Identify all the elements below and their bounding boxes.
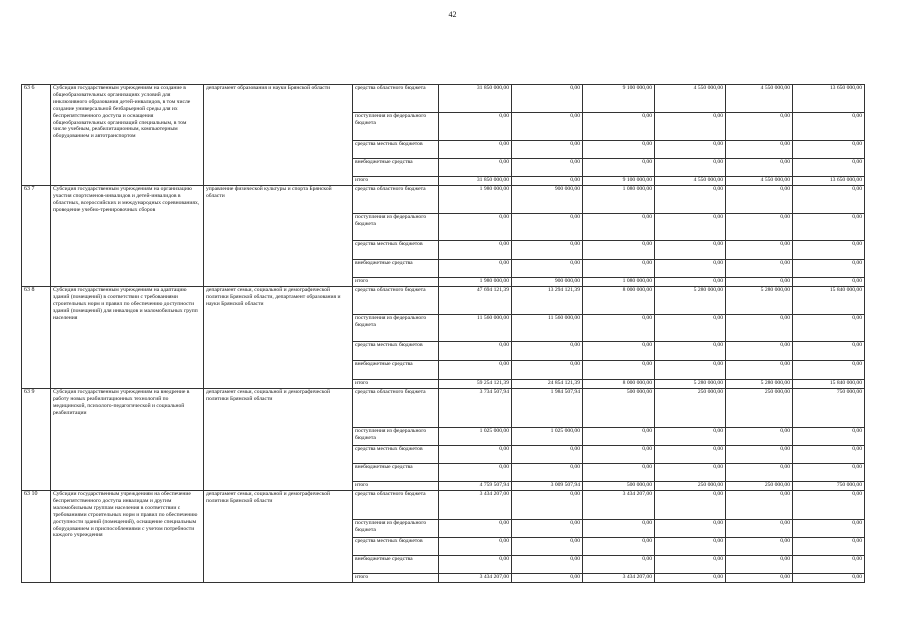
funding-source: средства местных бюджетов bbox=[353, 538, 439, 556]
amount-cell: 500 000,00 bbox=[583, 389, 655, 428]
amount-cell: 1 980 000,00 bbox=[439, 278, 512, 287]
table-row bbox=[22, 85, 865, 113]
amount-cell: 0,00 bbox=[512, 491, 583, 520]
funding-source: внебюджетные средства bbox=[353, 159, 439, 177]
budget-table bbox=[21, 84, 865, 583]
amount-cell: 0,00 bbox=[793, 186, 865, 214]
amount-cell: 5 280 000,00 bbox=[655, 287, 726, 315]
amount-cell: 0,00 bbox=[655, 428, 726, 446]
funding-source: внебюджетные средства bbox=[353, 464, 439, 482]
amount-cell: 0,00 bbox=[726, 141, 793, 159]
amount-cell: 0,00 bbox=[726, 428, 793, 446]
amount-cell: 8 000 000,00 bbox=[583, 380, 655, 389]
amount-cell: 0,00 bbox=[583, 520, 655, 538]
amount-cell: 0,00 bbox=[583, 214, 655, 241]
amount-cell: 13 650 000,00 bbox=[793, 85, 865, 113]
amount-cell: 4 550 000,00 bbox=[655, 85, 726, 113]
funding-source: средства местных бюджетов bbox=[353, 342, 439, 361]
amount-cell: 900 000,00 bbox=[512, 278, 583, 287]
amount-cell: 0,00 bbox=[655, 278, 726, 287]
amount-cell: 0,00 bbox=[793, 278, 865, 287]
amount-cell: 0,00 bbox=[655, 241, 726, 260]
funding-source: поступления из федерального бюджета bbox=[353, 428, 439, 446]
amount-cell: 0,00 bbox=[793, 428, 865, 446]
amount-cell: 4 550 000,00 bbox=[726, 177, 793, 186]
amount-cell: 3 009 507,94 bbox=[512, 482, 583, 491]
table-row bbox=[22, 389, 865, 428]
funding-source: итого bbox=[353, 177, 439, 186]
amount-cell: 0,00 bbox=[512, 241, 583, 260]
amount-cell: 900 000,00 bbox=[512, 186, 583, 214]
amount-cell: 0,00 bbox=[726, 186, 793, 214]
funding-source: внебюджетные средства bbox=[353, 361, 439, 380]
amount-cell: 5 280 000,00 bbox=[726, 380, 793, 389]
amount-cell: 0,00 bbox=[655, 260, 726, 278]
amount-cell: 0,00 bbox=[793, 361, 865, 380]
amount-cell: 0,00 bbox=[793, 260, 865, 278]
amount-cell: 9 100 000,00 bbox=[583, 177, 655, 186]
amount-cell: 0,00 bbox=[583, 538, 655, 556]
amount-cell: 0,00 bbox=[512, 556, 583, 574]
amount-cell: 0,00 bbox=[655, 342, 726, 361]
amount-cell: 59 254 121,39 bbox=[439, 380, 512, 389]
amount-cell: 0,00 bbox=[655, 538, 726, 556]
amount-cell: 0,00 bbox=[726, 574, 793, 583]
amount-cell: 250 000,00 bbox=[726, 389, 793, 428]
funding-source: средства местных бюджетов bbox=[353, 241, 439, 260]
amount-cell: 0,00 bbox=[793, 141, 865, 159]
measure-description: Субсидия государственным учреждениям на внедрение в работу новых реабилитационных технологий по медицинской, психолого-педагогической и социальной реабилитации bbox=[51, 389, 204, 491]
amount-cell: 3 434 207,00 bbox=[439, 491, 512, 520]
amount-cell: 0,00 bbox=[439, 464, 512, 482]
amount-cell: 0,00 bbox=[583, 464, 655, 482]
amount-cell: 0,00 bbox=[726, 464, 793, 482]
amount-cell: 0,00 bbox=[512, 85, 583, 113]
funding-source: итого bbox=[353, 482, 439, 491]
responsible-executor: управление физической культуры и спорта Брянской области bbox=[204, 186, 353, 287]
amount-cell: 0,00 bbox=[583, 342, 655, 361]
amount-cell: 0,00 bbox=[726, 520, 793, 538]
amount-cell: 0,00 bbox=[512, 446, 583, 464]
amount-cell: 0,00 bbox=[512, 177, 583, 186]
amount-cell: 1 984 507,94 bbox=[512, 389, 583, 428]
funding-source: поступления из федерального бюджета bbox=[353, 520, 439, 538]
row-code: 63 8 bbox=[22, 287, 51, 389]
amount-cell: 0,00 bbox=[793, 464, 865, 482]
amount-cell: 0,00 bbox=[512, 464, 583, 482]
amount-cell: 24 854 121,39 bbox=[512, 380, 583, 389]
funding-source: поступления из федерального бюджета bbox=[353, 315, 439, 342]
table-row bbox=[22, 186, 865, 214]
funding-source: поступления из федерального бюджета bbox=[353, 113, 439, 141]
amount-cell: 0,00 bbox=[726, 214, 793, 241]
responsible-executor: департамент образования и науки Брянской области bbox=[204, 85, 353, 186]
amount-cell: 0,00 bbox=[583, 315, 655, 342]
funding-source: внебюджетные средства bbox=[353, 260, 439, 278]
responsible-executor: департамент семьи, социальной и демографической политики Брянской области, департамент образования и науки Брянской области bbox=[204, 287, 353, 389]
amount-cell: 3 434 207,00 bbox=[583, 574, 655, 583]
amount-cell: 3 734 507,94 bbox=[439, 389, 512, 428]
amount-cell: 0,00 bbox=[655, 574, 726, 583]
amount-cell: 1 025 000,00 bbox=[439, 428, 512, 446]
amount-cell: 0,00 bbox=[793, 113, 865, 141]
amount-cell: 0,00 bbox=[726, 491, 793, 520]
amount-cell: 0,00 bbox=[655, 556, 726, 574]
page-number: 42 bbox=[448, 10, 457, 19]
amount-cell: 0,00 bbox=[726, 342, 793, 361]
amount-cell: 0,00 bbox=[583, 141, 655, 159]
amount-cell: 0,00 bbox=[655, 491, 726, 520]
funding-source: внебюджетные средства bbox=[353, 556, 439, 574]
funding-source: средства областного бюджета bbox=[353, 186, 439, 214]
row-code: 63 7 bbox=[22, 186, 51, 287]
amount-cell: 0,00 bbox=[439, 538, 512, 556]
table-row bbox=[22, 287, 865, 315]
amount-cell: 0,00 bbox=[793, 538, 865, 556]
amount-cell: 1 080 000,00 bbox=[583, 278, 655, 287]
funding-source: поступления из федерального бюджета bbox=[353, 214, 439, 241]
amount-cell: 1 980 000,00 bbox=[439, 186, 512, 214]
amount-cell: 0,00 bbox=[439, 446, 512, 464]
amount-cell: 0,00 bbox=[726, 241, 793, 260]
amount-cell: 0,00 bbox=[439, 113, 512, 141]
amount-cell: 0,00 bbox=[583, 428, 655, 446]
amount-cell: 4 550 000,00 bbox=[726, 85, 793, 113]
amount-cell: 4 550 000,00 bbox=[655, 177, 726, 186]
amount-cell: 0,00 bbox=[726, 278, 793, 287]
amount-cell: 0,00 bbox=[439, 556, 512, 574]
amount-cell: 0,00 bbox=[726, 113, 793, 141]
funding-source: средства местных бюджетов bbox=[353, 141, 439, 159]
amount-cell: 0,00 bbox=[512, 141, 583, 159]
amount-cell: 0,00 bbox=[655, 315, 726, 342]
amount-cell: 0,00 bbox=[439, 241, 512, 260]
amount-cell: 0,00 bbox=[655, 464, 726, 482]
amount-cell: 0,00 bbox=[726, 538, 793, 556]
amount-cell: 0,00 bbox=[655, 214, 726, 241]
amount-cell: 0,00 bbox=[439, 214, 512, 241]
amount-cell: 0,00 bbox=[655, 446, 726, 464]
amount-cell: 1 025 000,00 bbox=[512, 428, 583, 446]
amount-cell: 0,00 bbox=[726, 361, 793, 380]
amount-cell: 250 000,00 bbox=[655, 389, 726, 428]
amount-cell: 9 100 000,00 bbox=[583, 85, 655, 113]
amount-cell: 5 280 000,00 bbox=[726, 287, 793, 315]
amount-cell: 250 000,00 bbox=[726, 482, 793, 491]
amount-cell: 0,00 bbox=[583, 159, 655, 177]
amount-cell: 0,00 bbox=[726, 260, 793, 278]
measure-description: Субсидия государственным учреждениям на создание в общеобразовательных организациях условий для инклюзивного образования детей-инвалидов, в том числе создание универсальной безбарьерной среды для их беспрепятственного доступа и оснащения общеобразовательных организаций специальным, в том числе учебным, реабилитационным, компьютерным оборудованием и автотранспортом bbox=[51, 85, 204, 186]
amount-cell: 0,00 bbox=[439, 141, 512, 159]
amount-cell: 250 000,00 bbox=[655, 482, 726, 491]
amount-cell: 13 294 121,39 bbox=[512, 287, 583, 315]
amount-cell: 0,00 bbox=[439, 361, 512, 380]
amount-cell: 0,00 bbox=[439, 159, 512, 177]
amount-cell: 0,00 bbox=[583, 241, 655, 260]
amount-cell: 0,00 bbox=[793, 241, 865, 260]
amount-cell: 0,00 bbox=[583, 113, 655, 141]
funding-source: итого bbox=[353, 380, 439, 389]
amount-cell: 0,00 bbox=[793, 159, 865, 177]
amount-cell: 750 000,00 bbox=[793, 482, 865, 491]
amount-cell: 0,00 bbox=[793, 574, 865, 583]
amount-cell: 0,00 bbox=[512, 214, 583, 241]
amount-cell: 0,00 bbox=[726, 446, 793, 464]
row-code: 63 10 bbox=[22, 491, 51, 583]
amount-cell: 0,00 bbox=[793, 520, 865, 538]
amount-cell: 3 434 207,00 bbox=[439, 574, 512, 583]
table-row bbox=[22, 491, 865, 520]
amount-cell: 0,00 bbox=[655, 141, 726, 159]
amount-cell: 0,00 bbox=[655, 113, 726, 141]
amount-cell: 0,00 bbox=[439, 520, 512, 538]
amount-cell: 5 280 000,00 bbox=[655, 380, 726, 389]
amount-cell: 0,00 bbox=[583, 361, 655, 380]
row-code: 63 9 bbox=[22, 389, 51, 491]
amount-cell: 0,00 bbox=[793, 446, 865, 464]
amount-cell: 0,00 bbox=[439, 342, 512, 361]
amount-cell: 0,00 bbox=[512, 260, 583, 278]
amount-cell: 15 840 000,00 bbox=[793, 380, 865, 389]
amount-cell: 0,00 bbox=[512, 159, 583, 177]
funding-source: средства областного бюджета bbox=[353, 287, 439, 315]
amount-cell: 0,00 bbox=[793, 342, 865, 361]
amount-cell: 0,00 bbox=[583, 556, 655, 574]
amount-cell: 0,00 bbox=[512, 574, 583, 583]
amount-cell: 0,00 bbox=[793, 556, 865, 574]
amount-cell: 8 000 000,00 bbox=[583, 287, 655, 315]
amount-cell: 4 759 507,94 bbox=[439, 482, 512, 491]
amount-cell: 0,00 bbox=[655, 520, 726, 538]
amount-cell: 0,00 bbox=[512, 538, 583, 556]
amount-cell: 11 560 000,00 bbox=[512, 315, 583, 342]
amount-cell: 500 000,00 bbox=[583, 482, 655, 491]
funding-source: итого bbox=[353, 278, 439, 287]
amount-cell: 31 850 000,00 bbox=[439, 177, 512, 186]
amount-cell: 0,00 bbox=[583, 260, 655, 278]
amount-cell: 0,00 bbox=[583, 446, 655, 464]
row-code: 63 6 bbox=[22, 85, 51, 186]
amount-cell: 0,00 bbox=[512, 113, 583, 141]
measure-description: Субсидия государственным учреждениям на организацию участия спортсменов-инвалидов и детей-инвалидов в областных, всероссийских и международных соревнованиях, проведение учебно-тренировочных сборов bbox=[51, 186, 204, 287]
measure-description: Субсидии государственным учреждениям на обеспечение беспрепятственного доступа инвалидам и другим маломобильным группам населения в соответствии с требованиями строительных норм и правил по обеспечению доступности зданий (помещений), оснащение специальным оборудованием и приспособлениями с учетом потребности каждого учреждения bbox=[51, 491, 204, 583]
amount-cell: 0,00 bbox=[726, 315, 793, 342]
responsible-executor: департамент семьи, социальной и демографической политики Брянской области bbox=[204, 389, 353, 491]
measure-description: Субсидия государственным учреждениям на адаптацию зданий (помещений) в соответствии с требованиями строительных норм и правил по обеспечению доступности зданий (помещений) для инвалидов и маломобильных групп населения bbox=[51, 287, 204, 389]
amount-cell: 1 080 000,00 bbox=[583, 186, 655, 214]
responsible-executor: департамент семьи, социальной и демографической политики Брянской области bbox=[204, 491, 353, 583]
amount-cell: 0,00 bbox=[793, 214, 865, 241]
funding-source: средства местных бюджетов bbox=[353, 446, 439, 464]
amount-cell: 0,00 bbox=[655, 361, 726, 380]
funding-source: средства областного бюджета bbox=[353, 85, 439, 113]
amount-cell: 47 694 121,39 bbox=[439, 287, 512, 315]
funding-source: средства областного бюджета bbox=[353, 389, 439, 428]
amount-cell: 0,00 bbox=[512, 342, 583, 361]
amount-cell: 15 840 000,00 bbox=[793, 287, 865, 315]
funding-source: средства областного бюджета bbox=[353, 491, 439, 520]
funding-source: итого bbox=[353, 574, 439, 583]
amount-cell: 13 650 000,00 bbox=[793, 177, 865, 186]
amount-cell: 0,00 bbox=[726, 556, 793, 574]
amount-cell: 0,00 bbox=[793, 315, 865, 342]
amount-cell: 0,00 bbox=[655, 159, 726, 177]
amount-cell: 31 850 000,00 bbox=[439, 85, 512, 113]
amount-cell: 0,00 bbox=[512, 520, 583, 538]
amount-cell: 0,00 bbox=[655, 186, 726, 214]
amount-cell: 11 560 000,00 bbox=[439, 315, 512, 342]
amount-cell: 0,00 bbox=[793, 491, 865, 520]
amount-cell: 0,00 bbox=[726, 159, 793, 177]
amount-cell: 0,00 bbox=[512, 361, 583, 380]
amount-cell: 750 000,00 bbox=[793, 389, 865, 428]
amount-cell: 3 434 207,00 bbox=[583, 491, 655, 520]
amount-cell: 0,00 bbox=[439, 260, 512, 278]
